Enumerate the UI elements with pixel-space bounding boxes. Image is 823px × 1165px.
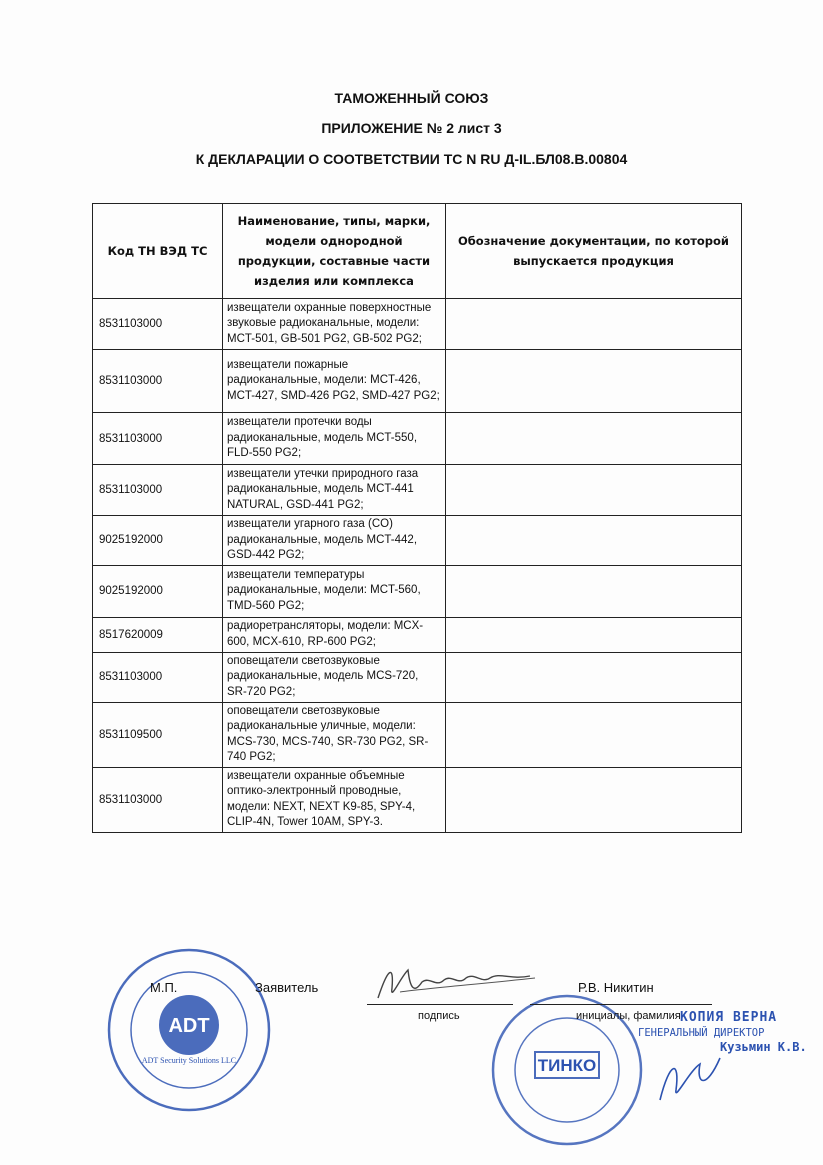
cell-code: 8531103000: [93, 413, 223, 465]
cell-doc: [446, 350, 742, 413]
cell-doc: [446, 767, 742, 832]
cell-code: 8531103000: [93, 350, 223, 413]
document-title: ТАМОЖЕННЫЙ СОЮЗ: [334, 90, 489, 106]
applicant-name: Р.В. Никитин: [578, 980, 654, 995]
cell-code: 8531103000: [93, 299, 223, 350]
header-doc: Обозначение документации, по которой выпускается продукция: [446, 204, 742, 299]
copy-director-name: Кузьмин К.В.: [720, 1040, 807, 1054]
table-row: [93, 702, 742, 767]
cell-code: 8531109500: [93, 702, 223, 767]
cell-doc: [446, 565, 742, 617]
handwritten-signature: [370, 958, 540, 1008]
svg-text:ТИНКО: ТИНКО: [537, 1056, 597, 1075]
cell-doc: [446, 702, 742, 767]
director-signature: [650, 1050, 730, 1110]
products-table: [92, 203, 742, 833]
table-row: [93, 350, 742, 413]
copy-true-label: КОПИЯ ВЕРНА: [680, 1010, 778, 1025]
cell-code: 8531103000: [93, 652, 223, 702]
name-line: [530, 1004, 712, 1005]
cell-name: извещатели охранные поверхностные звуковые радиоканальные, модели: MCT-501, GB-501 PG2, GB-502 PG2;: [223, 299, 446, 350]
cell-doc: [446, 299, 742, 350]
cell-name: извещатели пожарные радиоканальные, модели: MCT-426, MCT-427, SMD-426 PG2, SMD-427 PG2;: [223, 350, 446, 413]
cell-name: извещатели угарного газа (CO) радиоканальные, модель MCT-442, GSD-442 PG2;: [223, 516, 446, 566]
company-stamp: [104, 945, 274, 1115]
seal-placeholder: М.П.: [150, 980, 178, 995]
cell-name: извещатели протечки воды радиоканальные, модель MCT-550, FLD-550 PG2;: [223, 413, 446, 465]
cell-name: извещатели охранные объемные оптико-электронный проводные, модели: NEXT, NEXT K9-85, SPY-4, CLIP-4N, Tower 10AM, SPY-3.: [223, 767, 446, 832]
cell-name: радиоретрансляторы, модели: MCX-600, MCX-610, RP-600 PG2;: [223, 617, 446, 652]
cell-doc: [446, 617, 742, 652]
cell-code: 8531103000: [93, 465, 223, 516]
table-row: [93, 516, 742, 566]
copy-director-label: ГЕНЕРАЛЬНЫЙ ДИРЕКТОР: [638, 1027, 765, 1039]
table-header-row: [93, 204, 742, 299]
header-name: Наименование, типы, марки, модели однородной продукции, составные части изделия или комплекса: [223, 204, 446, 299]
signature-line: [367, 1004, 513, 1005]
applicant-label: Заявитель: [255, 980, 319, 995]
table-row: [93, 413, 742, 465]
cell-doc: [446, 413, 742, 465]
svg-text:ADT Security Solutions LLC: ADT Security Solutions LLC: [141, 1056, 237, 1065]
initials-caption: инициалы, фамилия: [576, 1010, 681, 1022]
table-row: [93, 652, 742, 702]
cell-name: извещатели температуры радиоканальные, модели: MCT-560, TMD-560 PG2;: [223, 565, 446, 617]
cell-code: 8517620009: [93, 617, 223, 652]
cell-code: 9025192000: [93, 516, 223, 566]
table-row: [93, 299, 742, 350]
table-row: [93, 617, 742, 652]
declaration-title: К ДЕКЛАРАЦИИ О СООТВЕТСТВИИ ТС N RU Д-IL.БЛ08.В.00804: [195, 151, 628, 167]
table-row: [93, 767, 742, 832]
table-row: [93, 465, 742, 516]
header-code: Код ТН ВЭД ТС: [93, 204, 223, 299]
cell-doc: [446, 516, 742, 566]
cell-name: оповещатели светозвуковые радиоканальные уличные, модели: MCS-730, MCS-740, SR-730 PG2, SR-740 PG2;: [223, 702, 446, 767]
cell-doc: [446, 465, 742, 516]
svg-text:ADT: ADT: [168, 1015, 210, 1037]
cell-name: оповещатели светозвуковые радиоканальные, модель MCS-720, SR-720 PG2;: [223, 652, 446, 702]
cell-code: 9025192000: [93, 565, 223, 617]
appendix-title: ПРИЛОЖЕНИЕ № 2 лист 3: [321, 120, 502, 136]
cell-name: извещатели утечки природного газа радиоканальные, модель MCT-441 NATURAL, GSD-441 PG2;: [223, 465, 446, 516]
table-row: [93, 565, 742, 617]
cell-code: 8531103000: [93, 767, 223, 832]
signature-caption: подпись: [418, 1010, 460, 1022]
cell-doc: [446, 652, 742, 702]
